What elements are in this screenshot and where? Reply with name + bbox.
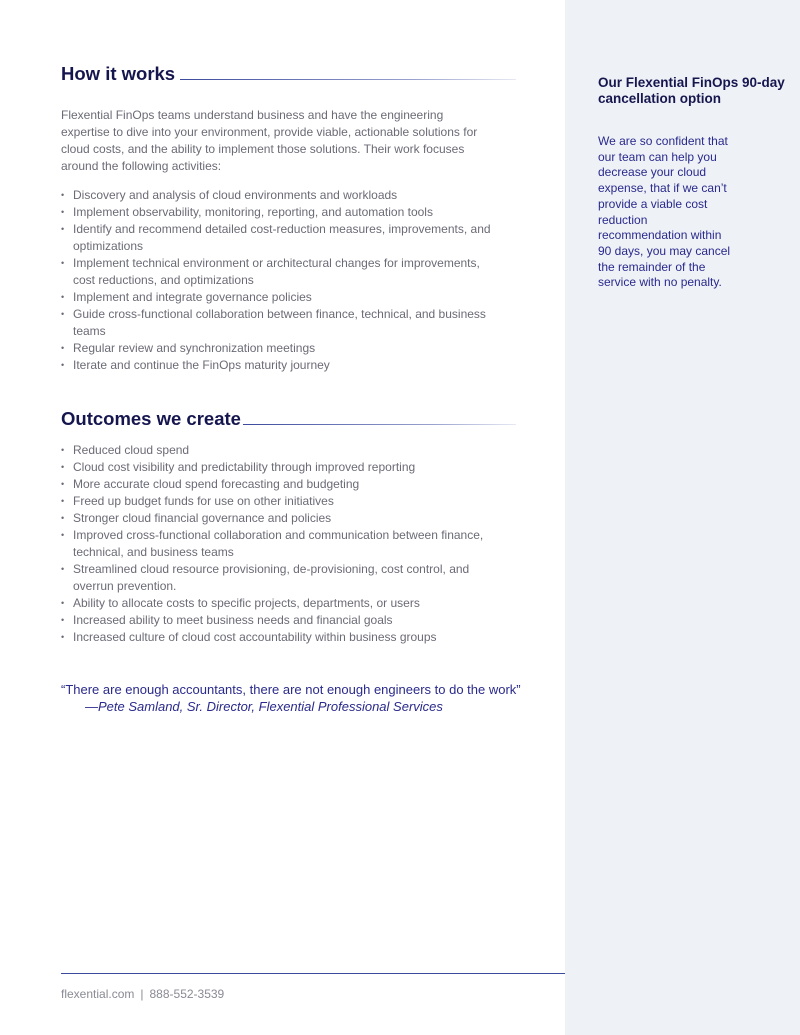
- sidebar-title: Our Flexential FinOps 90-day cancellation option: [598, 75, 785, 106]
- list-item: • Freed up budget funds for use on other initiatives: [61, 493, 501, 510]
- pull-quote: “There are enough accountants, there are not enough engineers to do the work”: [61, 682, 521, 697]
- footer: [61, 987, 224, 1002]
- footer-website-link[interactable]: flexential.com: [61, 987, 135, 1001]
- list-item: • Implement and integrate governance policies: [61, 289, 501, 306]
- list-item: • Regular review and synchronization meetings: [61, 340, 501, 357]
- list-item: • Streamlined cloud resource provisioning, de-provisioning, cost control, and overrun prevention.: [61, 561, 501, 595]
- list-item: • Guide cross-functional collaboration between finance, technical, and business teams: [61, 306, 501, 340]
- outcomes-rule: [243, 424, 516, 425]
- list-item: • Increased ability to meet business needs and financial goals: [61, 612, 501, 629]
- list-item: • Stronger cloud financial governance and policies: [61, 510, 501, 527]
- list-item: • Discovery and analysis of cloud environments and workloads: [61, 187, 501, 204]
- list-item: • Implement technical environment or architectural changes for improvements, cost reductions, and optimizations: [61, 255, 501, 289]
- footer-separator: |: [140, 987, 144, 1001]
- cancellation-sidebar: [565, 0, 800, 1035]
- outcomes-list: [61, 442, 501, 646]
- sidebar-body: We are so confident that our team can help you decrease your cloud expense, that if we can’t provide a viable cost reduction recommendation within 90 days, you may cancel the remainder of the service with no penalty.: [598, 134, 731, 290]
- list-item: • Implement observability, monitoring, reporting, and automation tools: [61, 204, 501, 221]
- list-item: • Iterate and continue the FinOps maturity journey: [61, 357, 501, 374]
- how-it-works-intro: Flexential FinOps teams understand business and have the engineering expertise to dive into your environment, provide viable, actionable solutions for cloud costs, and the ability to implement those solutions. Their work focuses around the following activities:: [61, 108, 478, 173]
- list-item: • More accurate cloud spend forecasting and budgeting: [61, 476, 501, 493]
- activities-list: [61, 187, 501, 374]
- list-item: • Increased culture of cloud cost accountability within business groups: [61, 629, 501, 646]
- footer-rule: [61, 973, 565, 974]
- list-item: • Improved cross-functional collaboration and communication between finance, technical, and business teams: [61, 527, 501, 561]
- how-it-works-rule: [180, 79, 516, 80]
- quote-attribution: —Pete Samland, Sr. Director, Flexential Professional Services: [85, 699, 443, 714]
- list-item: • Identify and recommend detailed cost-reduction measures, improvements, and optimizations: [61, 221, 501, 255]
- outcomes-heading: Outcomes we create: [61, 408, 241, 429]
- list-item: • Reduced cloud spend: [61, 442, 501, 459]
- list-item: • Cloud cost visibility and predictability through improved reporting: [61, 459, 501, 476]
- list-item: • Ability to allocate costs to specific projects, departments, or users: [61, 595, 501, 612]
- how-it-works-heading: How it works: [61, 63, 176, 84]
- footer-phone[interactable]: 888-552-3539: [149, 987, 225, 1001]
